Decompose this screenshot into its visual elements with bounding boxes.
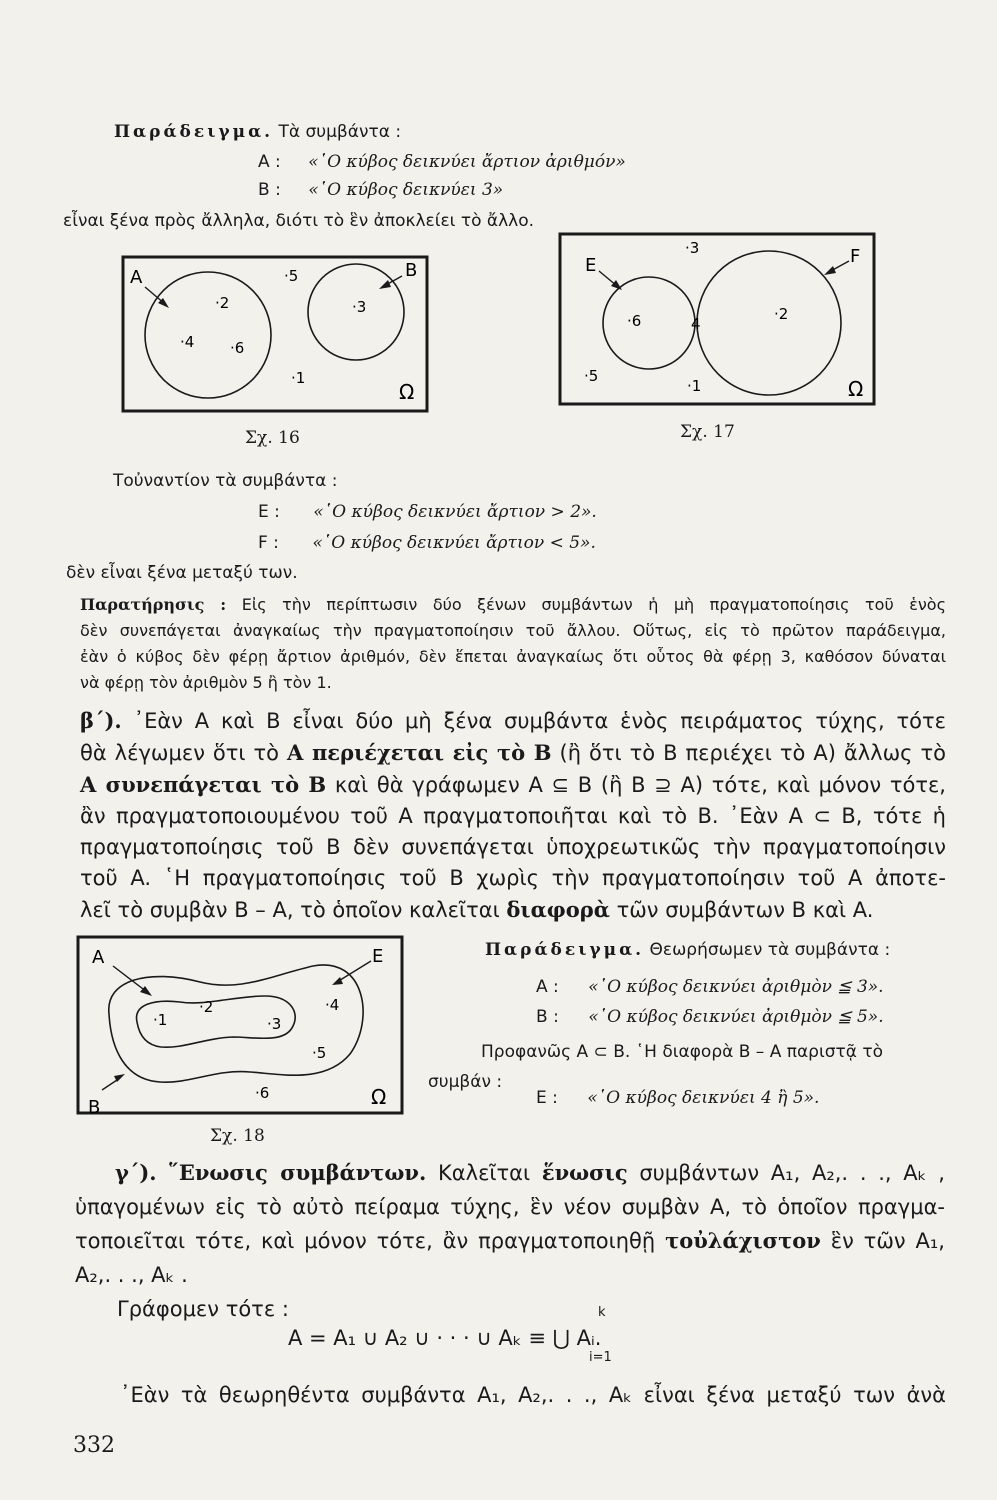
fig16-caption: Σχ. 16	[245, 428, 300, 448]
example3-line-a: Προφανῶς A ⊂ B. ῾Η διαφορὰ B – A παριστᾷ τὸ	[481, 1042, 883, 1062]
arrowhead-e	[332, 977, 343, 985]
beta-bold-term: A συνεπάγεται τὸ B	[80, 772, 327, 797]
section-beta	[80, 705, 946, 926]
gamma-bold-term: τοὐλάχιστον	[665, 1228, 821, 1253]
label-f: F	[850, 246, 861, 267]
point-3: ·3	[685, 239, 700, 257]
arrowhead-b	[379, 280, 391, 289]
event-text: «῾Ο κύβος δεικνύει ἄρτιον ἀριθμόν»	[308, 152, 626, 172]
point-6: ·6	[627, 312, 642, 330]
label-b: B	[405, 260, 418, 281]
gamma-line	[75, 1156, 945, 1190]
example3-intro: Θεωρήσωμεν τὰ συμβάντα :	[649, 940, 891, 960]
example2-conclusion: δὲν εἶναι ξένα μεταξύ των.	[66, 563, 298, 583]
label-omega: Ω	[848, 377, 864, 401]
event-label: A :	[258, 152, 281, 172]
point-4: 4	[691, 315, 701, 333]
page-number: 332	[73, 1433, 115, 1458]
point-5: ·5	[312, 1044, 327, 1062]
example1-intro: Τὰ συμβάντα :	[278, 122, 402, 142]
point-3: ·3	[267, 1015, 282, 1033]
fig17-caption: Σχ. 17	[680, 422, 735, 442]
example3-line-b: συμβάν :	[428, 1072, 503, 1092]
event-label: B :	[258, 180, 281, 200]
figure-18	[75, 934, 405, 1116]
gamma-line: ὑπαγομένων εἰς τὸ αὐτὸ πείραμα τύχης, ἓν νέον συμβὰν A, τὸ ὁποῖον πραγμα-	[75, 1195, 945, 1219]
formula-upper-limit: k	[598, 1305, 606, 1320]
gamma-text: τοποιεῖται τότε, καὶ μόνον τότε, ἂν πραγματοποιηθῇ	[75, 1229, 656, 1253]
sample-space-rect	[123, 257, 427, 411]
event-text: «῾Ο κύβος δεικνύει ἀριθμὸν ≦ 5».	[588, 1007, 884, 1027]
gamma-text: Καλεῖται	[438, 1161, 531, 1185]
event-text: «῾Ο κύβος δεικνύει 3»	[308, 180, 504, 200]
example1-heading: Παράδειγμα.	[114, 122, 274, 142]
event-label: E :	[258, 502, 280, 522]
beta-line: τοῦ A. ῾Η πραγματοποίησις τοῦ B χωρὶς τὴν πραγματοποίησιν τοῦ A ἀποτε-	[80, 866, 946, 890]
figure-17	[557, 231, 877, 407]
beta-line	[80, 769, 946, 801]
point-6: ·6	[230, 339, 245, 357]
point-2: ·2	[774, 305, 789, 323]
section-gamma	[75, 1156, 945, 1326]
gamma-marker: γ΄).	[115, 1160, 157, 1185]
point-6: ·6	[255, 1084, 270, 1102]
beta-line	[80, 737, 946, 769]
example3-heading: Παράδειγμα.	[485, 940, 645, 960]
point-4: ·4	[180, 333, 195, 351]
label-omega: Ω	[371, 1085, 387, 1109]
example3-event-a	[536, 977, 884, 997]
event-text: «῾Ο κύβος δεικνύει ἄρτιον < 5».	[312, 533, 596, 553]
example1-line	[114, 122, 401, 142]
gamma-last-line: ᾿Εὰν τὰ θεωρηθέντα συμβάντα A₁, A₂,. . ., Aₖ εἶναι ξένα μεταξύ των ἀνὰ	[120, 1383, 946, 1407]
point-4: ·4	[325, 996, 340, 1014]
sample-space-rect	[560, 234, 874, 404]
example3-event-b	[536, 1007, 884, 1027]
beta-line	[80, 705, 946, 737]
example1-event-b	[258, 180, 503, 200]
point-3: ·3	[352, 298, 367, 316]
fig18-caption: Σχ. 18	[210, 1126, 265, 1146]
union-formula: A = A₁ ∪ A₂ ∪ · · · ∪ Aₖ ≡ ⋃ Aᵢ.	[288, 1326, 602, 1350]
label-a: A	[92, 947, 105, 968]
remark-line: ἐὰν ὁ κύβος δὲν φέρῃ ἄρτιον ἀριθμόν, δὲν ἕπεται ἀναγκαίως ὅτι οὗτος θὰ φέρῃ 3, καθόσον δύναται	[80, 647, 946, 666]
event-label: A :	[536, 977, 559, 997]
point-1: ·1	[153, 1011, 168, 1029]
event-text: «῾Ο κύβος δεικνύει ἀριθμὸν ≦ 3».	[588, 977, 884, 997]
gamma-text: ἓν τῶν A₁,	[830, 1229, 945, 1253]
figure-16	[120, 254, 430, 414]
label-e: E	[372, 946, 384, 967]
beta-text: (ἢ ὅτι τὸ B περιέχει τὸ A) ἄλλως τὸ	[559, 741, 946, 765]
event-label: B :	[536, 1007, 559, 1027]
beta-text: τῶν συμβάντων B καὶ A.	[616, 898, 874, 922]
example2-event-f	[258, 533, 596, 553]
example3-event-e	[536, 1088, 819, 1108]
remark-line: δὲν συνεπάγεται ἀναγκαίως τὴν πραγματοποίησιν τοῦ ἄλλου. Οὕτως, εἰς τὸ πρῶτον παράδειγμα,	[80, 621, 946, 640]
beta-line: ἂν πραγματοποιουμένου τοῦ A πραγματοποιῆται καὶ τὸ B. ᾿Εὰν A ⊂ B, τότε ἡ	[80, 804, 946, 828]
beta-line: πραγματοποίησις τοῦ B δὲν συνεπάγεται ὑποχρεωτικῶς τὴν πραγματοποίησιν	[80, 835, 946, 859]
label-a: A	[130, 267, 143, 288]
label-b: B	[88, 1097, 101, 1118]
beta-text: ᾿Εὰν A καὶ B εἶναι δύο μὴ ξένα συμβάντα ἑνὸς πειράματος τύχης, τότε	[133, 709, 946, 733]
remark-line-text: Εἰς τὴν περίπτωσιν δύο ξένων συμβάντων ἡ μὴ πραγματοποίησις τοῦ ἑνὸς	[241, 595, 946, 614]
label-e: E	[585, 255, 597, 276]
example1-event-a	[258, 152, 626, 172]
set-b-outline	[109, 965, 363, 1082]
sample-space-rect	[78, 937, 402, 1113]
point-5: ·5	[584, 367, 599, 385]
gamma-line: A₂,. . ., Aₖ .	[75, 1263, 188, 1287]
example1-conclusion: εἶναι ξένα πρὸς ἄλληλα, διότι τὸ ἓν ἀποκλείει τὸ ἄλλο.	[63, 211, 535, 231]
formula-lower-limit: i=1	[589, 1350, 612, 1365]
beta-text: λεῖ τὸ συμβὰν B – A, τὸ ὁποῖον καλεῖται	[80, 898, 500, 922]
example3-line	[485, 940, 890, 960]
gamma-line	[75, 1224, 945, 1258]
beta-text: θὰ λέγωμεν ὅτι τὸ	[80, 741, 280, 765]
remark	[80, 592, 946, 696]
beta-bold-term: διαφορὰ	[506, 897, 610, 922]
example2-event-e	[258, 502, 597, 522]
gamma-text: συμβάντων A₁, A₂,. . ., Aₖ ,	[639, 1161, 945, 1185]
point-5: ·5	[284, 267, 299, 285]
event-text: «῾Ο κύβος δεικνύει 4 ἢ 5».	[587, 1088, 820, 1108]
point-2: ·2	[199, 998, 214, 1016]
event-text: «῾Ο κύβος δεικνύει ἄρτιον > 2».	[313, 502, 597, 522]
remark-line	[80, 592, 946, 618]
beta-marker: β΄).	[80, 708, 122, 733]
gamma-line: Γράφομεν τότε :	[117, 1297, 289, 1321]
label-omega: Ω	[399, 380, 415, 404]
event-label: E :	[536, 1088, 558, 1108]
beta-line	[80, 894, 946, 926]
event-label: F :	[258, 533, 279, 553]
beta-text: καὶ θὰ γράφωμεν A ⊆ B (ἢ B ⊇ A) τότε, καὶ μόνον τότε,	[334, 773, 946, 797]
point-2: ·2	[215, 294, 230, 312]
remark-heading: Παρατήρησις :	[80, 595, 227, 614]
set-f-circle	[697, 251, 841, 395]
set-a-circle	[145, 272, 271, 398]
example2-intro: Τοὐναντίον τὰ συμβάντα :	[113, 471, 338, 491]
gamma-bold-term: ἕνωσις	[541, 1160, 628, 1185]
set-e-circle	[603, 277, 695, 369]
arrowhead-f	[824, 266, 836, 275]
beta-bold-term: A περιέχεται εἰς τὸ B	[287, 740, 552, 765]
remark-line: νὰ φέρῃ τὸν ἀριθμὸν 5 ἢ τὸν 1.	[80, 673, 332, 692]
gamma-title: ῞Ενωσις συμβάντων.	[168, 1160, 427, 1185]
point-1: ·1	[291, 369, 306, 387]
point-1: ·1	[687, 377, 702, 395]
